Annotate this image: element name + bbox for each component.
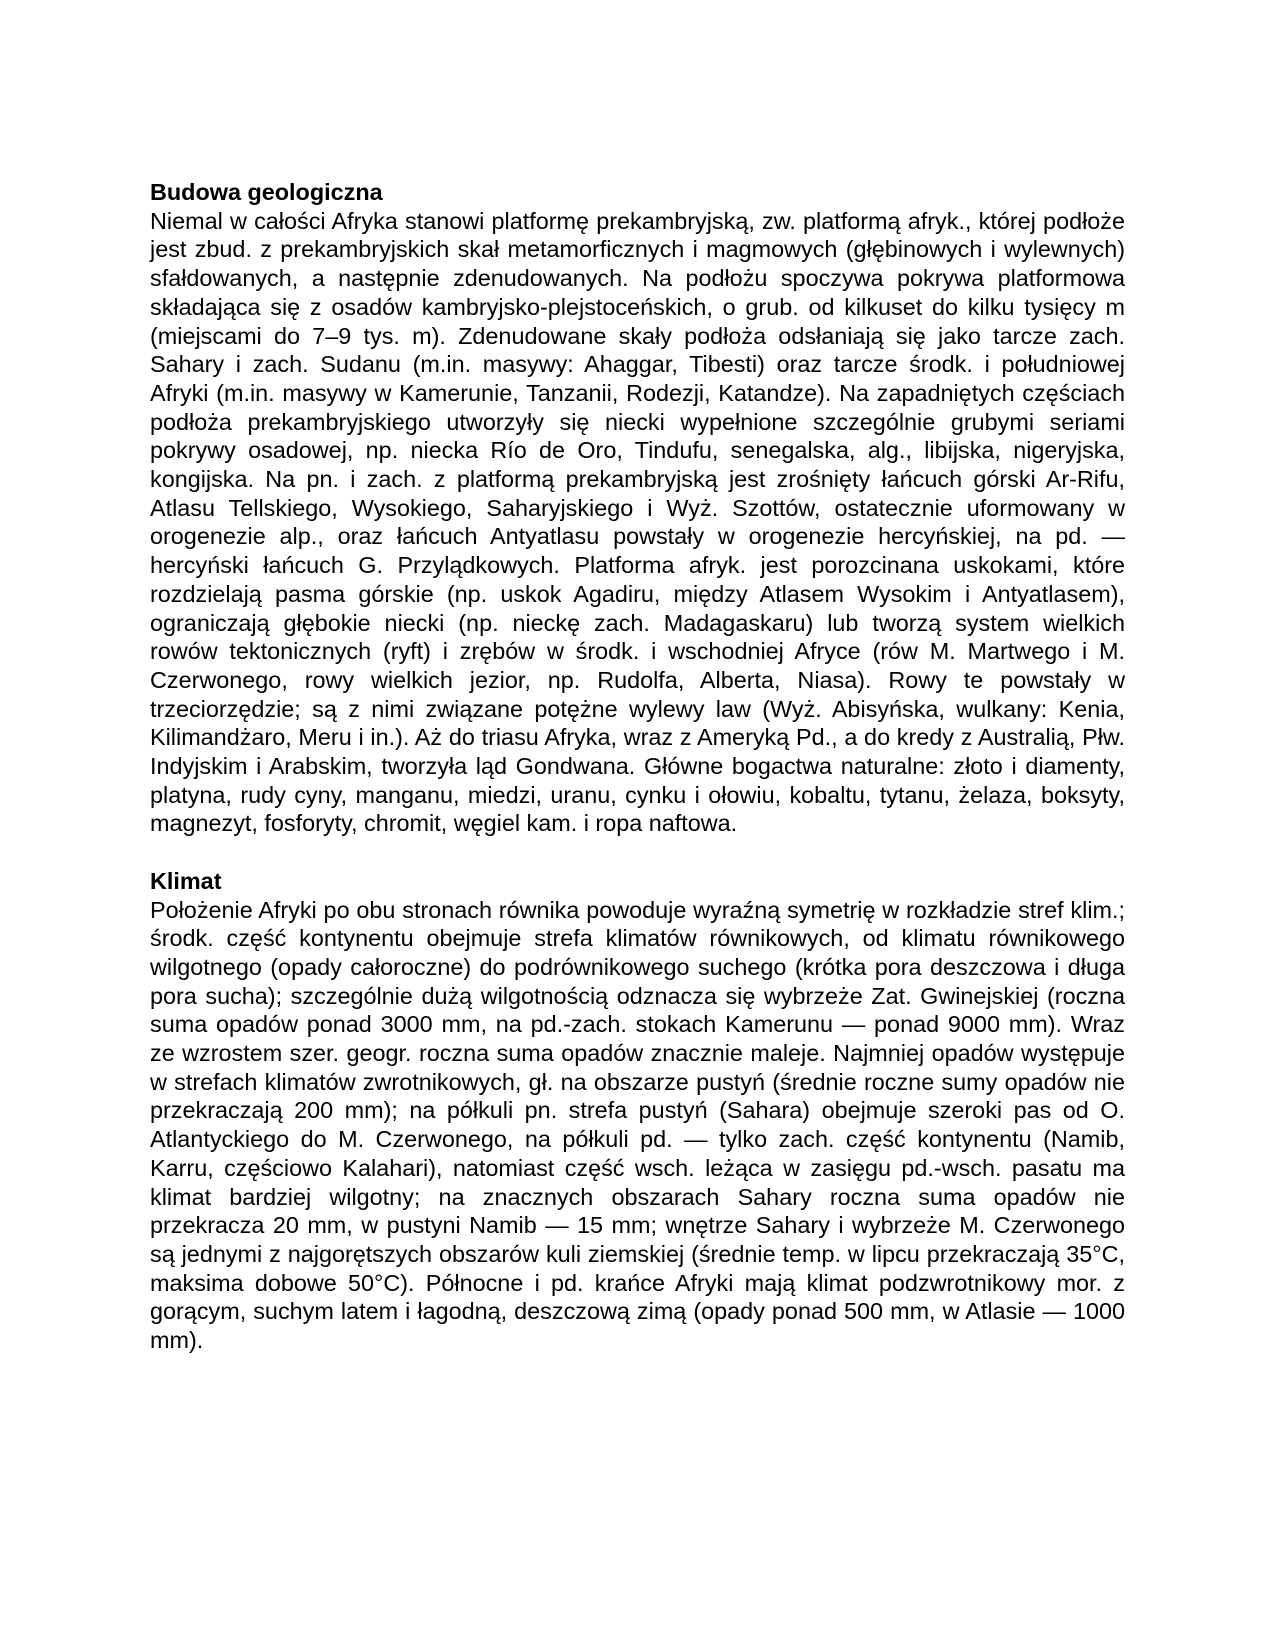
section-geology [150, 178, 1125, 838]
section-spacer [150, 838, 1125, 867]
section-climate [150, 867, 1125, 1355]
section-heading: Budowa geologiczna [150, 179, 383, 205]
section-paragraph: Położenie Afryki po obu stronach równika powoduje wyraźną symetrię w rozkładzie stref klim.; środk. część kontynentu obejmuje strefa klimatów równikowych, od klimatu równikowego wilgotnego (opady całoroczne) do podrównikowego suchego (krótka pora deszczowa i długa pora sucha); szczególnie dużą wilgotnością odznacza się wybrzeże Zat. Gwinejskiej (roczna suma opadów ponad 3000 mm, na pd.-zach. stokach Kamerunu — ponad 9000 mm). Wraz ze wzrostem szer. geogr. roczna suma opadów znacznie maleje. Najmniej opadów występuje w strefach klimatów zwrotnikowych, gł. na obszarze pustyń (średnie roczne sumy opadów nie przekraczają 200 mm); na półkuli pn. strefa pustyń (Sahara) obejmuje szeroki pas od O. Atlantyckiego do M. Czerwonego, na półkuli pd. — tylko zach. część kontynentu (Namib, Karru, częściowo Kalahari), natomiast część wsch. leżąca w zasięgu pd.-wsch. pasatu ma klimat bardziej wilgotny; na znacznych obszarach Sahary roczna suma opadów nie przekracza 20 mm, w pustyni Namib — 15 mm; wnętrze Sahary i wybrzeże M. Czerwonego są jednymi z najgorętszych obszarów kuli ziemskiej (średnie temp. w lipcu przekraczają 35°C, maksima dobowe 50°C). Północne i pd. krańce Afryki mają klimat podzwrotnikowy mor. z gorącym, suchym latem i łagodną, deszczową zimą (opady ponad 500 mm, w Atlasie — 1000 mm). [150, 896, 1125, 1354]
document-page [150, 178, 1125, 1355]
section-paragraph: Niemal w całości Afryka stanowi platformę prekambryjską, zw. platformą afryk., której podłoże jest zbud. z prekambryjskich skał metamorficznych i magmowych (głębinowych i wylewnych) sfałdowanych, a następnie zdenudowanych. Na podłożu spoczywa pokrywa platformowa składająca się z osadów kambryjsko-plejstoceńskich, o grub. od kilkuset do kilku tysięcy m (miejscami do 7–9 tys. m). Zdenudowane skały podłoża odsłaniają się jako tarcze zach. Sahary i zach. Sudanu (m.in. masywy: Ahaggar, Tibesti) oraz tarcze środk. i południowej Afryki (m.in. masywy w Kamerunie, Tanzanii, Rodezji, Katandze). Na zapadniętych częściach podłoża prekambryjskiego utworzyły się niecki wypełnione szczególnie grubymi seriami pokrywy osadowej, np. niecka Río de Oro, Tindufu, senegalska, alg., libijska, nigeryjska, kongijska. Na pn. i zach. z platformą prekambryjską jest zrośnięty łańcuch górski Ar-Rifu, Atlasu Tellskiego, Wysokiego, Saharyjskiego i Wyż. Szottów, ostatecznie uformowany w orogenezie alp., oraz łańcuch Antyatlasu powstały w orogenezie hercyńskiej, na pd. — hercyński łańcuch G. Przylądkowych. Platforma afryk. jest porozcinana uskokami, które rozdzielają pasma górskie (np. uskok Agadiru, między Atlasem Wysokim i Antyatlasem), ograniczają głębokie niecki (np. nieckę zach. Madagaskaru) lub tworzą system wielkich rowów tektonicznych (ryft) i zrębów w środk. i wschodniej Afryce (rów M. Martwego i M. Czerwonego, rowy wielkich jezior, np. Rudolfa, Alberta, Niasa). Rowy te powstały w trzeciorzędzie; są z nimi związane potężne wylewy law (Wyż. Abisyńska, wulkany: Kenia, Kilimandżaro, Meru i in.). Aż do triasu Afryka, wraz z Ameryką Pd., a do kredy z Australią, Płw. Indyjskim i Arabskim, tworzyła ląd Gondwana. Główne bogactwa naturalne: złoto i diamenty, platyna, rudy cyny, manganu, miedzi, uranu, cynku i ołowiu, kobaltu, tytanu, żelaza, boksyty, magnezyt, fosforyty, chromit, węgiel kam. i ropa naftowa. [150, 207, 1125, 837]
section-heading: Klimat [150, 867, 222, 894]
